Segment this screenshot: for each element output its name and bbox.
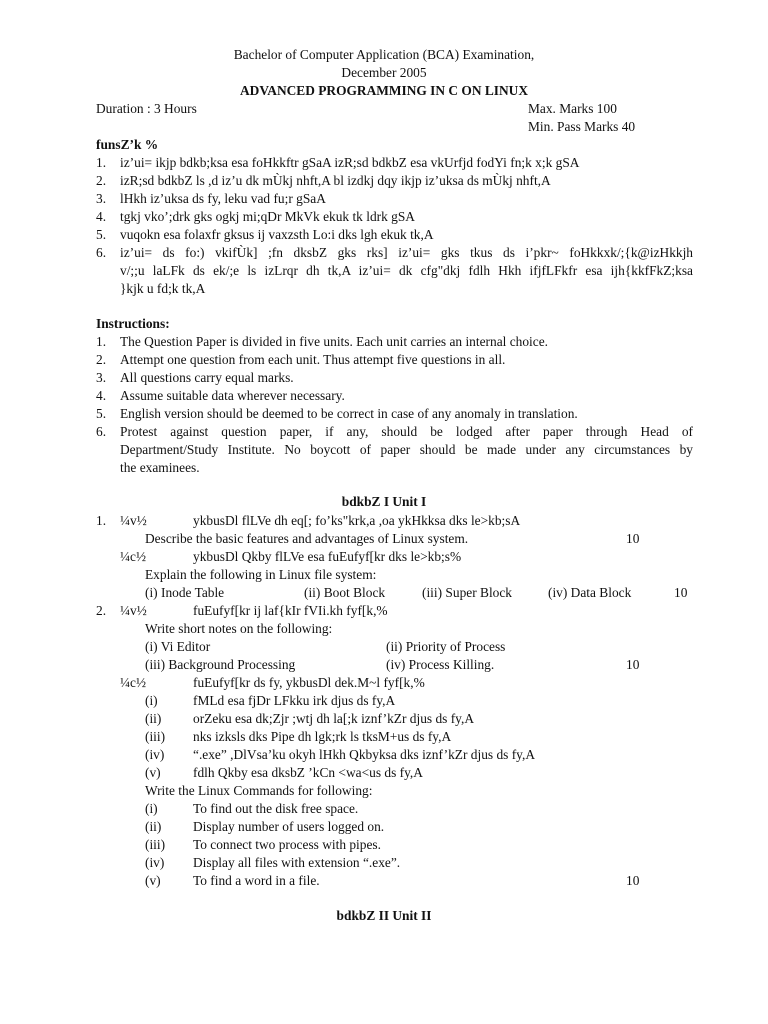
question-english-text: Explain the following in Linux file system: bbox=[145, 567, 377, 582]
instruction-number: 4. bbox=[96, 388, 107, 403]
hindi-item-number: 6. bbox=[96, 245, 107, 260]
option-text: (i) Inode Table bbox=[145, 585, 225, 600]
instruction-number: 3. bbox=[96, 370, 107, 385]
sub-item-text: fdlh Qkby esa dksbZ ’kCn <wa<us ds fy,A bbox=[193, 765, 423, 780]
hindi-item-text: }kjk u fd;k tk,A bbox=[120, 281, 206, 296]
sub-item-number: (iii) bbox=[145, 729, 166, 744]
sub-item-number: (v) bbox=[145, 873, 161, 888]
instruction-number: 6. bbox=[96, 424, 107, 439]
sub-item-number: (ii) bbox=[145, 711, 162, 726]
option-text: (ii) Boot Block bbox=[304, 585, 386, 600]
max-marks: Max. Marks 100 bbox=[528, 101, 617, 116]
hindi-item-text: vuqokn esa folaxfr gksus ij vaxzsth Lo:i dks lgh ekuk tk,A bbox=[120, 227, 434, 242]
hindi-item-number: 3. bbox=[96, 191, 107, 206]
hindi-item-text: iz’ui= ds fo:) vkifÙk] ;fn dksbZ gks rks] iz’ui= gks tkus ds i’pkr~ foHkkxk/;{k@izHkkjh bbox=[120, 245, 693, 260]
hindi-item-text: tgkj vko’;drk gks ogkj mi;qDr MkVk ekuk tk ldrk gSA bbox=[120, 209, 415, 224]
hindi-item-text: v/;;u laLFk ds ek/;e ls izLrqr dh tk,A iz’ui= dk cfg"dkj fdlh Hkh ifjfLFkfr esa ijh{kkfFkZ;ksa bbox=[120, 263, 693, 278]
sub-item-text: “.exe” ,DlVsa’ku okyh lHkh Qkbyksa dks iznf’kZr djus ds fy,A bbox=[193, 747, 536, 762]
instruction-text: The Question Paper is divided in five units. Each unit carries an internal choice. bbox=[120, 334, 548, 349]
sub-item-text: Display number of users logged on. bbox=[193, 819, 385, 834]
part-label: ¼c½ bbox=[120, 549, 147, 564]
instruction-text: Department/Study Institute. No boycott of paper should be made under any circumstances by bbox=[120, 442, 693, 457]
question-number: 2. bbox=[96, 603, 107, 618]
hindi-item-number: 2. bbox=[96, 173, 107, 188]
hindi-item-text: izR;sd bdkbZ ls ,d iz’u dk mÙkj nhft,A bl izdkj dqy ikjp iz’uksa ds mÙkj nhft,A bbox=[120, 173, 551, 188]
sub-item-text: Display all files with extension “.exe”. bbox=[193, 855, 401, 870]
question-english-text: Describe the basic features and advantages of Linux system. bbox=[145, 531, 469, 546]
part-label: ¼v½ bbox=[120, 513, 147, 528]
instruction-number: 2. bbox=[96, 352, 107, 367]
instructions-heading: Instructions: bbox=[96, 316, 170, 331]
sub-item-number: (ii) bbox=[145, 819, 162, 834]
hindi-item-number: 4. bbox=[96, 209, 107, 224]
question-hindi-text: fuEufyf[kr ds fy, ykbusDl dek.M~l fyf[k,% bbox=[193, 675, 425, 690]
question-marks: 10 bbox=[626, 873, 640, 888]
hindi-item-number: 1. bbox=[96, 155, 107, 170]
unit-heading: bdkbZ II Unit II bbox=[336, 908, 432, 923]
question-hindi-text: ykbusDl flLVe dh eq[; fo’ks"krk,a ,oa ykHkksa dks le>kb;sA bbox=[193, 513, 521, 528]
option-text: (ii) Priority of Process bbox=[386, 639, 506, 654]
instruction-text: English version should be deemed to be correct in case of any anomaly in translation. bbox=[120, 406, 578, 421]
instruction-number: 1. bbox=[96, 334, 107, 349]
part-label: ¼c½ bbox=[120, 675, 147, 690]
instruction-number: 5. bbox=[96, 406, 107, 421]
sub-item-text: nks izksls dks Pipe dh lgk;rk ls tksM+us ds fy,A bbox=[193, 729, 452, 744]
duration: Duration : 3 Hours bbox=[96, 101, 197, 116]
instruction-text: All questions carry equal marks. bbox=[120, 370, 294, 385]
sub-item-text: To find a word in a file. bbox=[193, 873, 320, 888]
sub-item-number: (i) bbox=[145, 801, 158, 816]
option-text: (iii) Background Processing bbox=[145, 657, 296, 672]
option-text: (iii) Super Block bbox=[422, 585, 513, 600]
question-english-text: Write the Linux Commands for following: bbox=[145, 783, 373, 798]
option-text: (iv) Process Killing. bbox=[386, 657, 495, 672]
question-english-text: Write short notes on the following: bbox=[145, 621, 333, 636]
sub-item-number: (iv) bbox=[145, 855, 165, 870]
sub-item-text: orZeku esa dk;Zjr ;wtj dh la[;k iznf’kZr djus ds fy,A bbox=[193, 711, 475, 726]
hindi-instructions-heading: funsZ’k % bbox=[96, 137, 159, 152]
part-label: ¼v½ bbox=[120, 603, 147, 618]
exam-date: December 2005 bbox=[341, 65, 427, 80]
question-hindi-text: fuEufyf[kr ij laf{kIr fVIi.kh fyf[k,% bbox=[193, 603, 388, 618]
sub-item-text: To find out the disk free space. bbox=[193, 801, 359, 816]
min-pass-marks: Min. Pass Marks 40 bbox=[528, 119, 636, 134]
sub-item-number: (v) bbox=[145, 765, 161, 780]
question-number: 1. bbox=[96, 513, 107, 528]
question-hindi-text: ykbusDl Qkby flLVe esa fuEufyf[kr dks le>kb;s% bbox=[193, 549, 462, 564]
question-marks: 10 bbox=[626, 657, 640, 672]
hindi-item-text: iz’ui= ikjp bdkb;ksa esa foHkkftr gSaA izR;sd bdkbZ esa vkUrfjd fodYi fn;k x;k gSA bbox=[120, 155, 580, 170]
option-text: (i) Vi Editor bbox=[145, 639, 211, 654]
instruction-text: Assume suitable data wherever necessary. bbox=[120, 388, 345, 403]
instruction-text: the examinees. bbox=[120, 460, 200, 475]
instruction-text: Protest against question paper, if any, should be lodged after paper through Head of bbox=[120, 424, 693, 439]
instruction-text: Attempt one question from each unit. Thus attempt five questions in all. bbox=[120, 352, 506, 367]
sub-item-text: To connect two process with pipes. bbox=[193, 837, 381, 852]
exam-title: Bachelor of Computer Application (BCA) Examination, bbox=[233, 47, 535, 62]
question-marks: 10 bbox=[674, 585, 688, 600]
sub-item-number: (i) bbox=[145, 693, 158, 708]
sub-item-number: (iii) bbox=[145, 837, 166, 852]
unit-heading: bdkbZ I Unit I bbox=[341, 494, 427, 509]
option-text: (iv) Data Block bbox=[548, 585, 632, 600]
sub-item-text: fMLd esa fjDr LFkku irk djus ds fy,A bbox=[193, 693, 396, 708]
sub-item-number: (iv) bbox=[145, 747, 165, 762]
question-marks: 10 bbox=[626, 531, 640, 546]
hindi-item-number: 5. bbox=[96, 227, 107, 242]
hindi-item-text: lHkh iz’uksa ds fy, leku vad fu;r gSaA bbox=[120, 191, 326, 206]
subject-title: ADVANCED PROGRAMMING IN C ON LINUX bbox=[239, 83, 529, 98]
